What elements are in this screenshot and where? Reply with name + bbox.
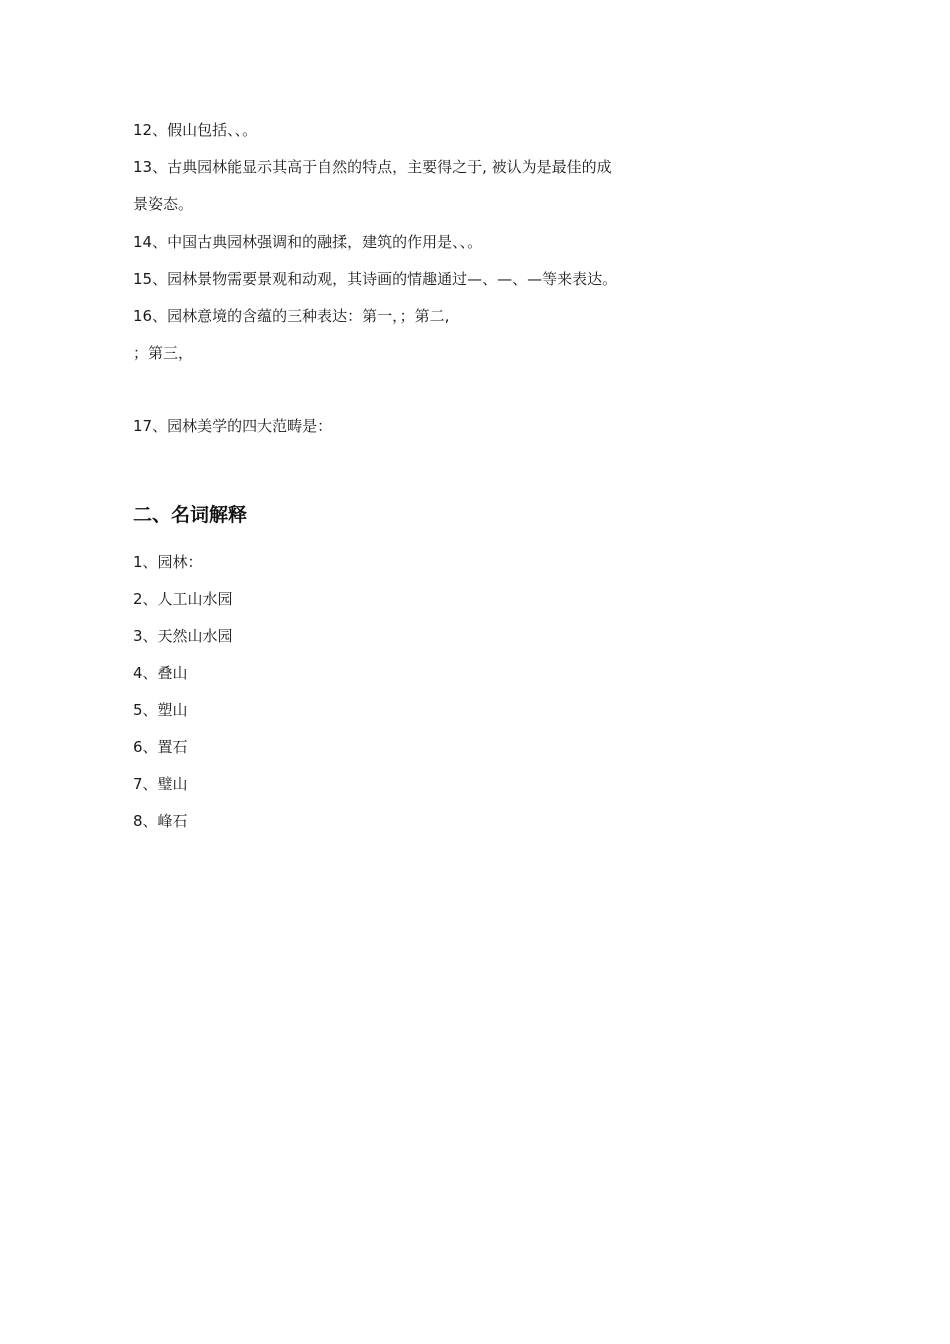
question-13: 13、古典园林能显示其高于自然的特点，主要得之于, 被认为是最佳的成: [133, 158, 612, 176]
question-16: 16、园林意境的含蕴的三种表达：第一，；第二,: [133, 307, 450, 325]
term-item: 1、园林：: [133, 553, 203, 571]
question-16-continued: ；第三，: [133, 344, 194, 362]
question-14: 14、中国古典园林强调和的融揉，建筑的作用是、、。: [133, 233, 483, 251]
term-item: 3、天然山水园: [133, 627, 233, 645]
question-12: 12、假山包括、、。: [133, 121, 258, 139]
term-item: 8、峰石: [133, 812, 188, 830]
term-item: 6、置石: [133, 738, 188, 756]
question-17: 17、园林美学的四大范畴是：: [133, 417, 333, 435]
term-item: 7、璧山: [133, 775, 188, 793]
term-item: 2、人工山水园: [133, 590, 233, 608]
term-item: 4、叠山: [133, 664, 188, 682]
term-item: 5、塑山: [133, 701, 188, 719]
question-13-continued: 景姿态。: [133, 195, 194, 213]
section-heading-term-definitions: 二、名词解释: [133, 504, 248, 526]
question-15: 15、园林景物需要景观和动观，其诗画的情趣通过—、—、—等来表达。: [133, 270, 618, 288]
